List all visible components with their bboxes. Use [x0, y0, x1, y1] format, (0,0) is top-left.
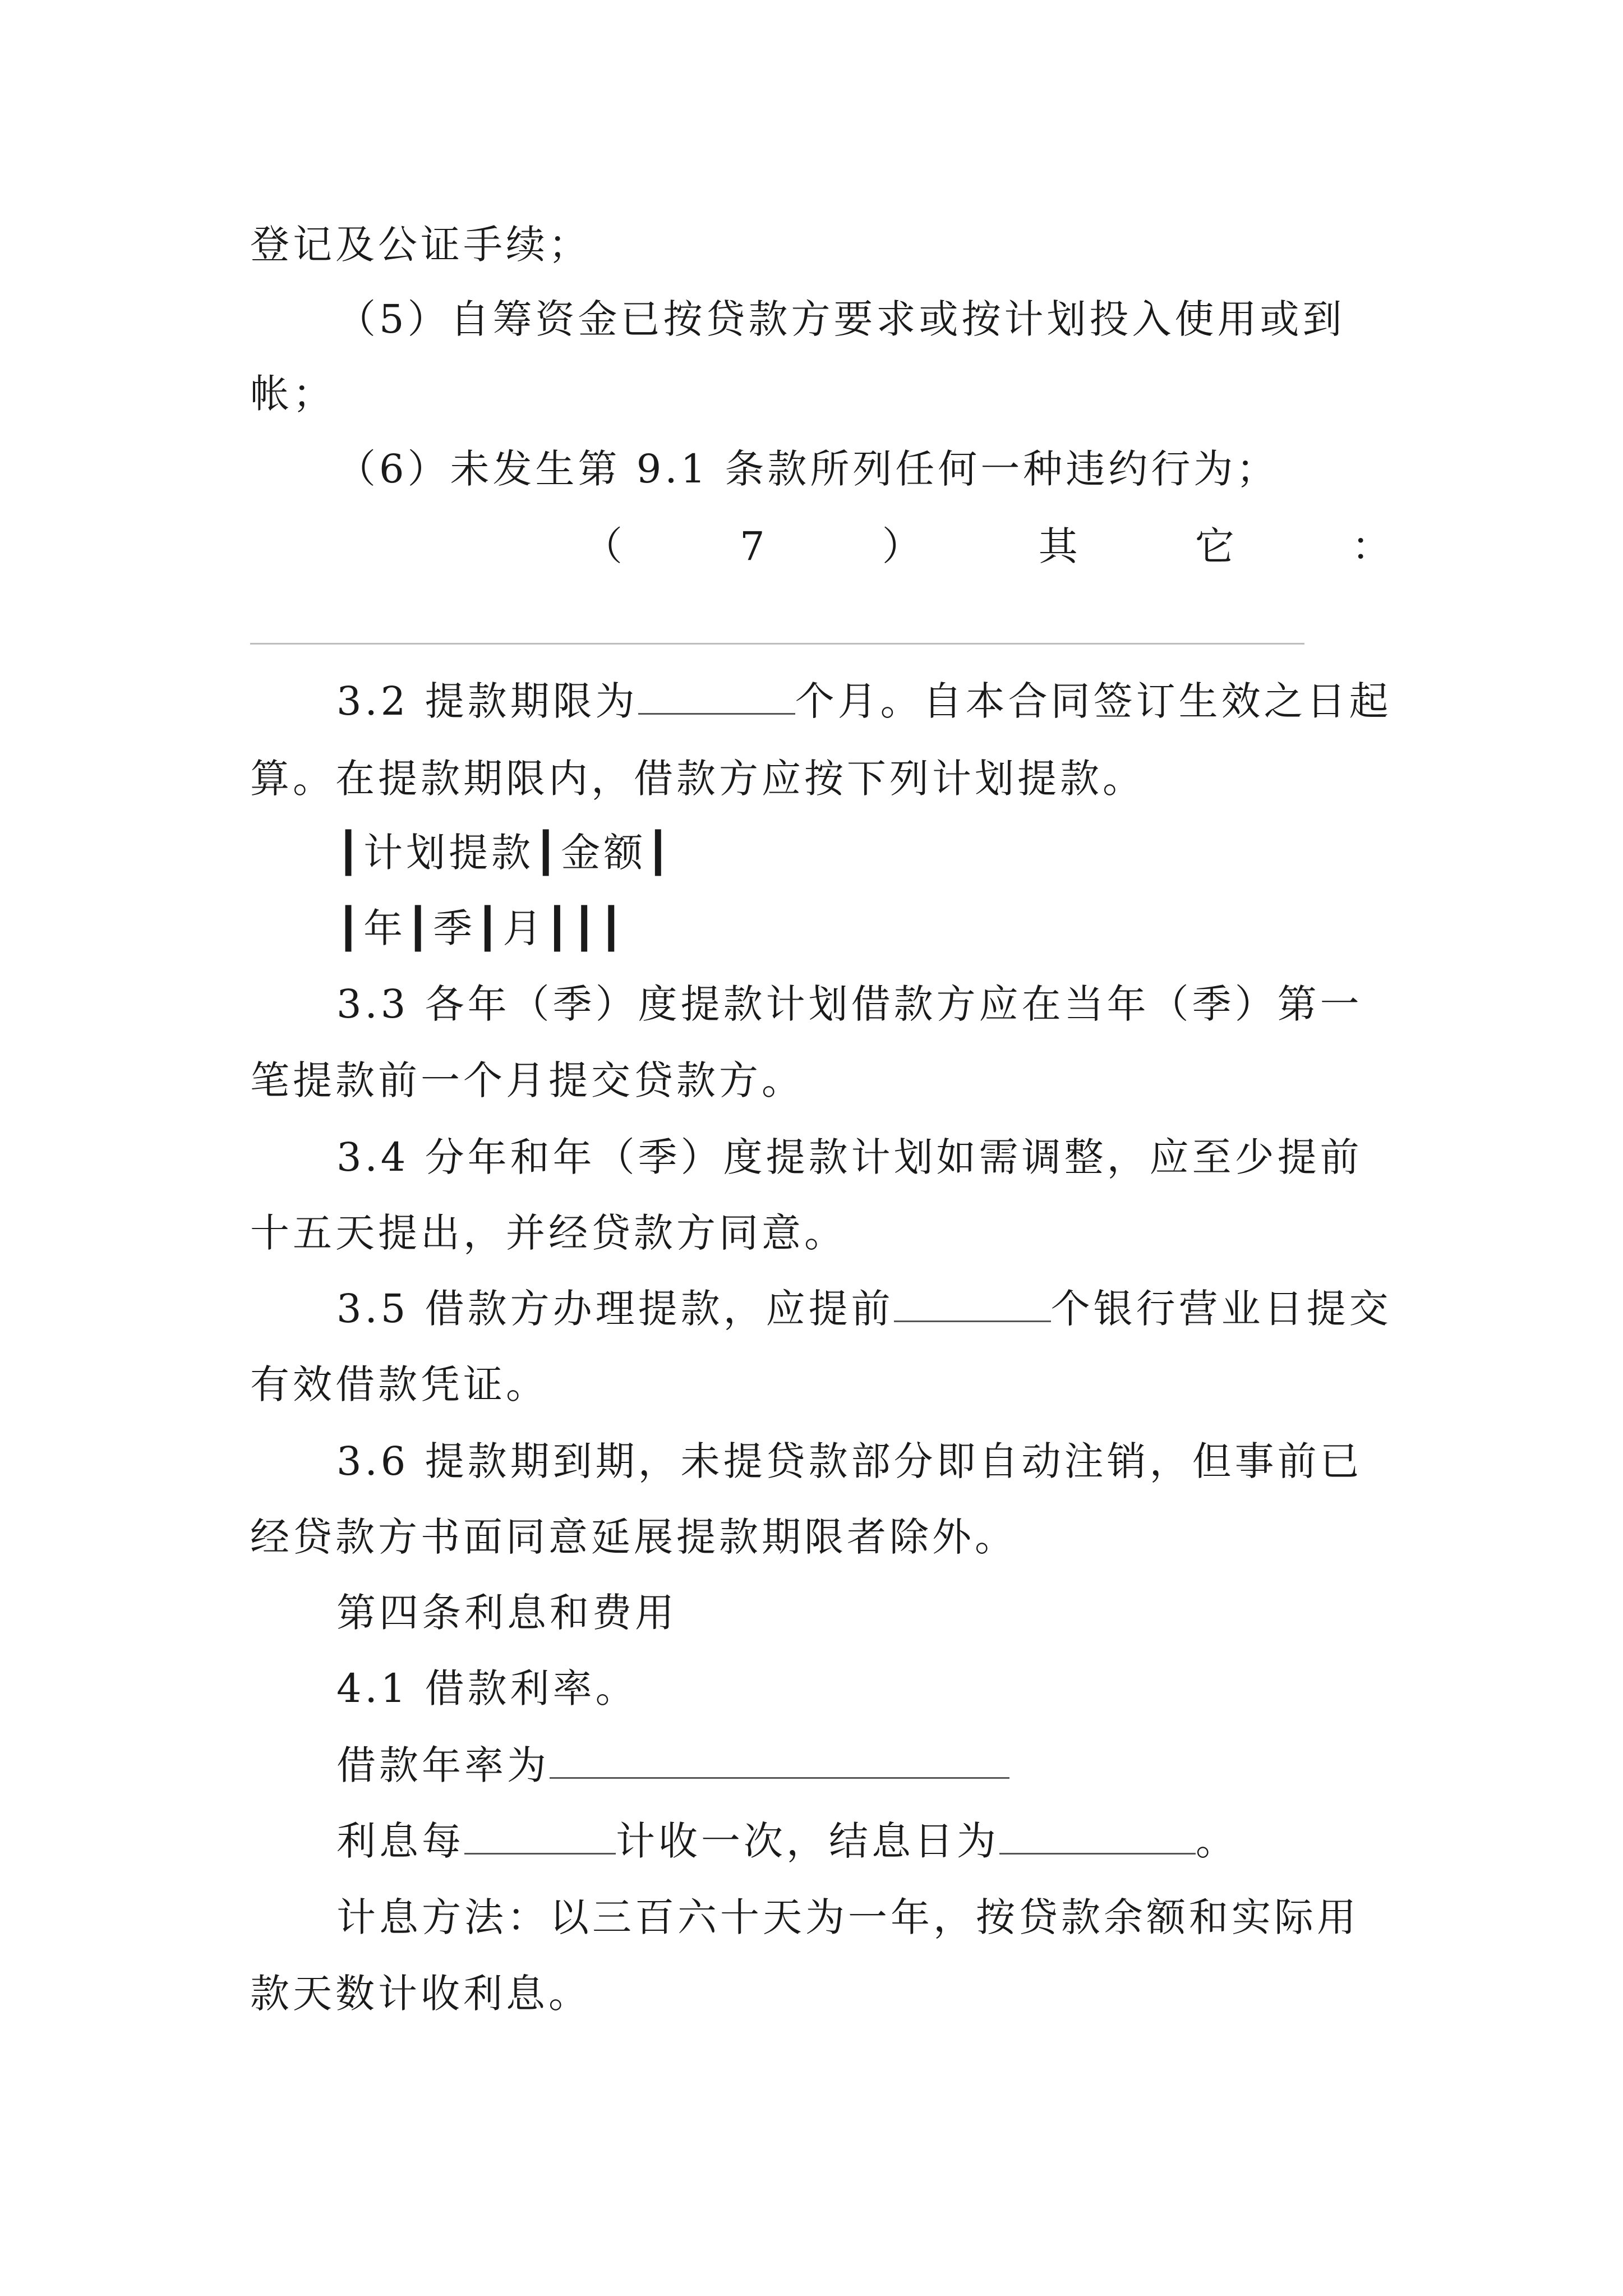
text-line: 3.6 提款期到期，未提贷款部分即自动注销，但事前已	[336, 1438, 1363, 1484]
fill-in-blank	[894, 1286, 1051, 1322]
text-line: 笔提款前一个月提交贷款方。	[250, 1057, 804, 1103]
text-line	[336, 1737, 1389, 1793]
text-fragment: 它	[1195, 523, 1234, 569]
text-fragment: 其	[1038, 523, 1078, 569]
text-fragment: （	[583, 523, 623, 569]
fill-in-blank	[638, 678, 795, 715]
text-line: 十五天提出，并经贷款方同意。	[250, 1210, 847, 1256]
text-line: 4.1 借款利率。	[336, 1665, 638, 1711]
text-line: 帐；	[250, 371, 335, 417]
text-fragment: 个月。自本合同签订生效之日起	[795, 678, 1392, 724]
section-heading: 第四条利息和费用	[336, 1590, 677, 1636]
text-fragment: ：	[1351, 523, 1391, 569]
fill-in-blank	[550, 1742, 1009, 1779]
text-line	[336, 1813, 1389, 1869]
text-fragment: 利息每	[336, 1818, 464, 1864]
text-fragment: 。	[1196, 1818, 1238, 1864]
text-fragment: 3.2 提款期限为	[336, 678, 638, 724]
text-line: 款天数计收利息。	[250, 1971, 591, 2017]
text-line: 3.4 分年和年（季）度提款计划如需调整，应至少提前	[336, 1134, 1363, 1180]
text-fragment: 7	[740, 523, 765, 569]
text-fragment: 3.5 借款方办理提款，应提前	[336, 1286, 894, 1332]
text-line	[336, 673, 1392, 729]
text-line: 3.3 各年（季）度提款计划借款方应在当年（季）第一	[336, 981, 1363, 1027]
text-line: 经贷款方书面同意延展提款期限者除外。	[250, 1514, 1017, 1560]
text-line: 计息方法：以三百六十天为一年，按贷款余额和实际用	[336, 1894, 1359, 1940]
text-line: （5）自筹资金已按贷款方要求或按计划投入使用或到	[336, 296, 1345, 342]
fill-in-rule	[250, 643, 1304, 645]
text-fragment: ）	[882, 523, 921, 569]
text-fragment: 个银行营业日提交	[1050, 1286, 1392, 1332]
text-line: 登记及公证手续；	[250, 222, 591, 268]
text-fragment: 借款年率为	[336, 1742, 550, 1788]
text-line: 有效借款凭证。	[250, 1361, 548, 1407]
fill-in-blank	[464, 1818, 616, 1855]
text-line	[336, 1281, 1392, 1337]
text-fragment: 计收一次，结息日为	[616, 1818, 999, 1864]
other-clause-line	[583, 518, 1391, 574]
table-row-text: ┃计划提款┃金额┃	[336, 830, 674, 876]
table-row-text: ┃年┃季┃月┃┃┃	[336, 905, 626, 951]
text-line: （6）未发生第 9.1 条款所列任何一种违约行为；	[336, 446, 1279, 492]
text-line: 算。在提款期限内，借款方应按下列计划提款。	[250, 756, 1145, 802]
fill-in-blank	[999, 1818, 1196, 1855]
